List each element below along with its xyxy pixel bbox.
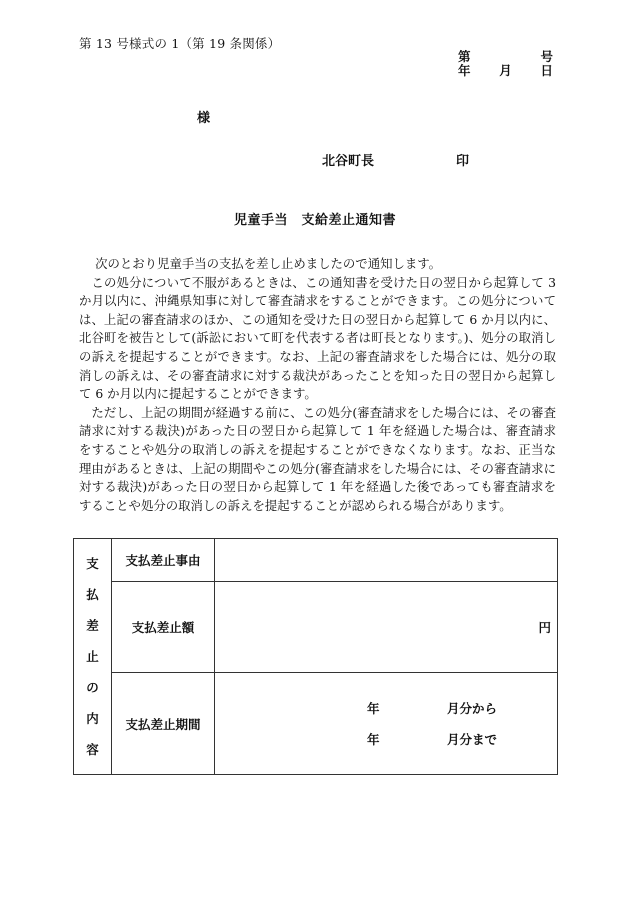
date-year: 年 (458, 63, 471, 78)
document-title: 児童手当 支給差止通知書 (233, 213, 396, 228)
vertical-heading (74, 539, 112, 775)
document-number-date (458, 50, 553, 78)
suspension-details-table (73, 538, 558, 775)
reason-value (215, 539, 558, 582)
heading-char: 払 (86, 587, 99, 602)
form-number: 第 13 号様式の 1（第 19 条関係） (79, 36, 281, 51)
seal-mark: 印 (456, 154, 470, 169)
notice-body (79, 255, 556, 515)
amount-label: 支払差止額 (112, 582, 215, 673)
body-paragraph-1: 次のとおり児童手当の支払を差し止めましたので通知します。 (95, 256, 442, 271)
heading-char: 支 (86, 556, 99, 571)
body-paragraph-2: この処分について不服があるときは、この通知書を受けた日の翌日から起算して 3 か月以内に、沖縄県知事に対して審査請求をすることができます。この処分については、上記の審査請求のほか、この通知を受けた日の翌日から起算して 6 か月以内に、北谷町を被告として(訴訟において町を代表する者は町長となります。)、処分の取消しの訴えを提起することができます。なお、上記の審査請求をした場合には、処分の取消しの訴えは、その審査請求に対する裁決があったことを知った日の翌日から起算して 6 か月以内に提起することができます。 (79, 274, 556, 402)
doc-number-suffix: 号 (540, 49, 553, 64)
doc-number-prefix: 第 (458, 49, 471, 64)
heading-char: 止 (86, 649, 99, 664)
period-from-suffix: 月分から (446, 701, 497, 716)
issuer-name: 北谷町長 (322, 154, 375, 169)
period-from-year: 年 (367, 701, 380, 716)
heading-char: 容 (86, 742, 99, 757)
yen-unit: 円 (538, 620, 551, 635)
period-to (367, 730, 497, 748)
period-to-year: 年 (367, 732, 380, 747)
reason-label: 支払差止事由 (112, 539, 215, 582)
date-day: 日 (540, 63, 553, 78)
period-to-suffix: 月分まで (446, 732, 497, 747)
period-value (215, 673, 558, 775)
period-label: 支払差止期間 (112, 673, 215, 775)
addressee-honorific: 様 (197, 111, 211, 126)
heading-char: 内 (86, 711, 99, 726)
date-month: 月 (499, 63, 512, 78)
body-paragraph-3: ただし、上記の期間が経過する前に、この処分(審査請求をした場合には、その審査請求に対する裁決)があった日の翌日から起算して 1 年を経過した場合は、審査請求をすることや処分の取消しの訴えを提起することができなくなります。なお、正当な理由があるときは、上記の期間やこの処分(審査請求をした場合には、その審査請求に対する裁決)があった日の翌日から起算して 1 年を経過した後であっても審査請求をすることや処分の取消しの訴えを提起することが認められる場合があります。 (79, 404, 556, 513)
period-from (367, 699, 497, 717)
heading-char: 差 (86, 618, 99, 633)
heading-char: の (86, 680, 99, 695)
amount-value (215, 582, 558, 673)
